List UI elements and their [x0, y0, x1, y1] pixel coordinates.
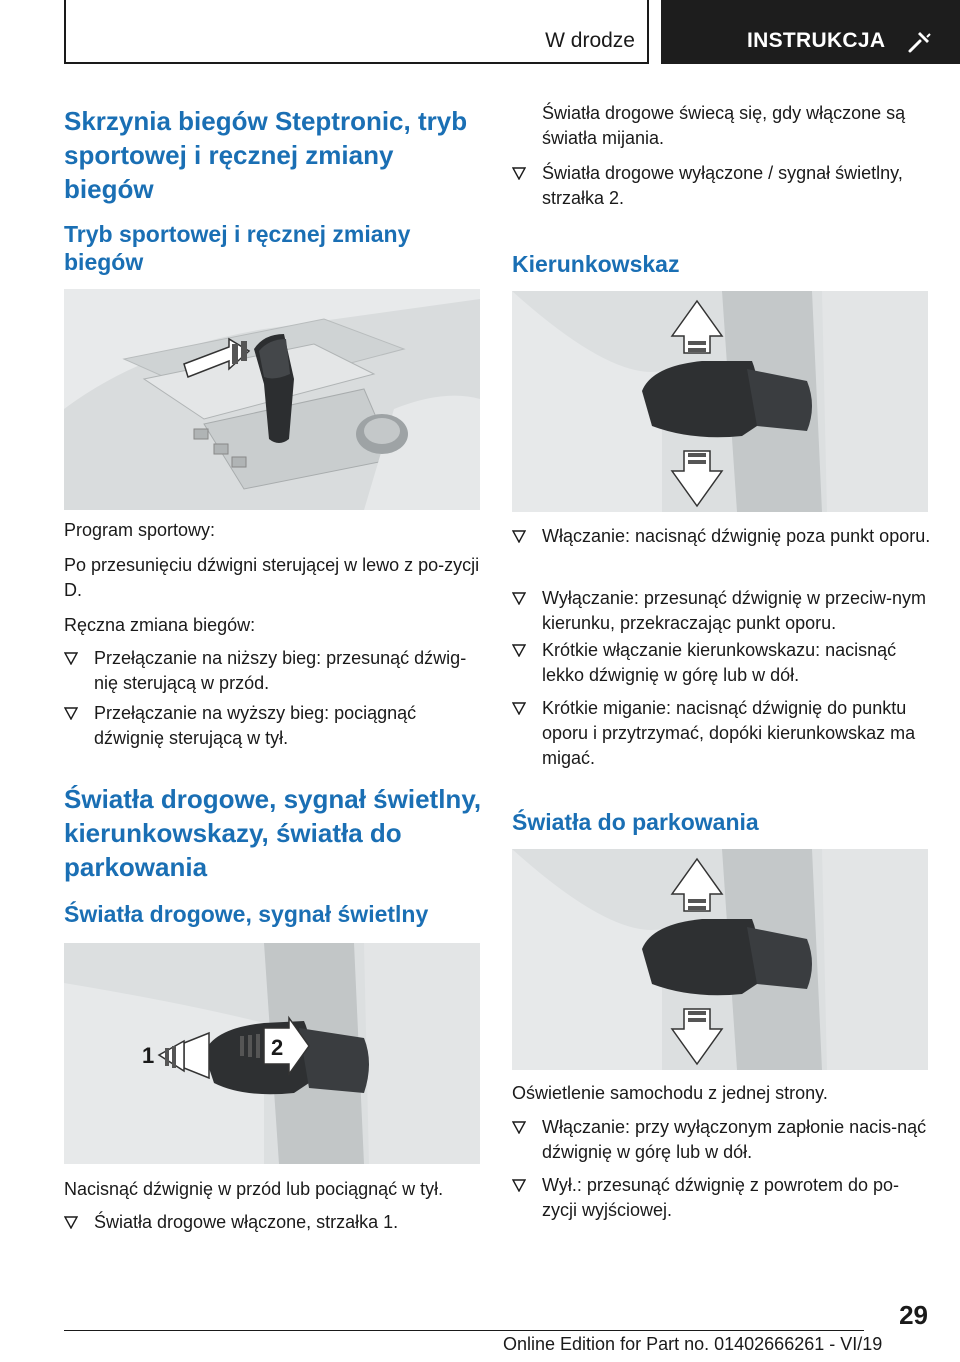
subheading-sport-mode: Tryb sportowej i ręcznej zmiany biegów — [64, 221, 411, 275]
edition-text: Online Edition for Part no. 01402666261 - VI/19 — [503, 1334, 883, 1354]
text-sport-program: Program sportowy: — [64, 520, 216, 540]
bullet-text: Krótkie miganie: nacisnąć dźwignię do punktu oporu i przytrzymać, dopóki kierunkowskaz ma migać. — [542, 698, 916, 768]
subheading-parking-lights: Światła do parkowania — [512, 809, 759, 835]
bullet-text: Włączanie: nacisnąć dźwignię poza punkt oporu. — [542, 526, 931, 546]
bullet-text: Przełączanie na wyższy bieg: pociągnąć dźwignię sterującą w tył. — [94, 703, 417, 748]
heading-steptronic: Skrzynia biegów Steptronic, tryb sportowej i ręcznej zmiany biegów — [64, 106, 468, 204]
bullet-triangle-icon — [64, 707, 78, 720]
bullet-triangle-icon — [512, 1121, 526, 1134]
figure-gear-selector — [64, 289, 480, 510]
bullet-text: Krótkie włączanie kierunkowskazu: nacisnąć lekko dźwignię w górę lub w dół. — [542, 640, 897, 685]
page-number: 29 — [899, 1300, 928, 1330]
text-press-lever: Nacisnąć dźwignię w przód lub pociągnąć w tył. — [64, 1179, 444, 1199]
bullet-triangle-icon — [512, 644, 526, 657]
bullet-text: Wyłączanie: przesunąć dźwignię w przeciw-nym kierunku, przekraczając punkt oporu. — [542, 588, 926, 633]
subheading-high-beam: Światła drogowe, sygnał świetlny — [64, 901, 429, 927]
bullet-parking-off — [512, 1173, 932, 1223]
text-parking-desc: Oświetlenie samochodu z jednej strony. — [512, 1083, 828, 1103]
bullet-triangle-icon — [512, 592, 526, 605]
text-manual-shift: Ręczna zmiana biegów: — [64, 615, 256, 635]
bullet-triangle-icon — [512, 1179, 526, 1192]
header-chapter-box — [64, 0, 649, 64]
bullet-high-beam-on — [64, 1210, 480, 1235]
subheading-turn-signal: Kierunkowskaz — [512, 251, 680, 277]
bullet-high-beam-off — [512, 161, 932, 211]
bullet-text: Przełączanie na niższy bieg: przesunąć dźwig-nię sterującą w przód. — [94, 648, 467, 693]
bullet-upshift — [64, 701, 480, 751]
bullet-signal-on — [512, 524, 932, 549]
heading-lights: Światła drogowe, sygnał świetlny, kierunkowskazy, światła do parkowania — [64, 784, 482, 882]
bullet-signal-flash — [512, 696, 932, 771]
bullet-triangle-icon — [512, 530, 526, 543]
bullet-signal-off — [512, 586, 932, 636]
figure-high-beam-lever — [64, 943, 480, 1164]
bullet-triangle-icon — [64, 1216, 78, 1229]
bullet-triangle-icon — [64, 652, 78, 665]
figure-turn-signal-lever — [512, 291, 928, 512]
bullet-parking-on — [512, 1115, 932, 1165]
figure-label-1: 1 — [142, 1043, 155, 1068]
bullet-text: Światła drogowe włączone, strzałka 1. — [94, 1212, 399, 1232]
footer-edition — [503, 1334, 882, 1355]
bullet-triangle-icon — [512, 167, 526, 180]
figure-label-2: 2 — [271, 1035, 284, 1060]
bullet-text: Światła drogowe wyłączone / sygnał świetlny, strzałka 2. — [542, 163, 903, 208]
header-section-box — [661, 0, 960, 64]
text-sport-program-desc: Po przesunięciu dźwigni sterującej w lewo z po-zycji D. — [64, 555, 480, 600]
bullet-triangle-icon — [512, 702, 526, 715]
bullet-downshift — [64, 646, 480, 696]
text-high-beam-note: Światła drogowe świecą się, gdy włączone są światła mijania. — [542, 103, 906, 148]
footer-rule — [64, 1330, 864, 1331]
bullet-signal-short — [512, 638, 932, 688]
bullet-text: Włączanie: przy wyłączonym zapłonie nacis-nąć dźwignię w górę lub w dół. — [542, 1117, 927, 1162]
tool-icon — [907, 28, 933, 54]
figure-parking-lever — [512, 849, 928, 1070]
bullet-text: Wył.: przesunąć dźwignię z powrotem do po-zycji wyjściowej. — [542, 1175, 899, 1220]
chapter-title: W drodze — [545, 29, 635, 52]
section-title: INSTRUKCJA — [747, 29, 886, 52]
